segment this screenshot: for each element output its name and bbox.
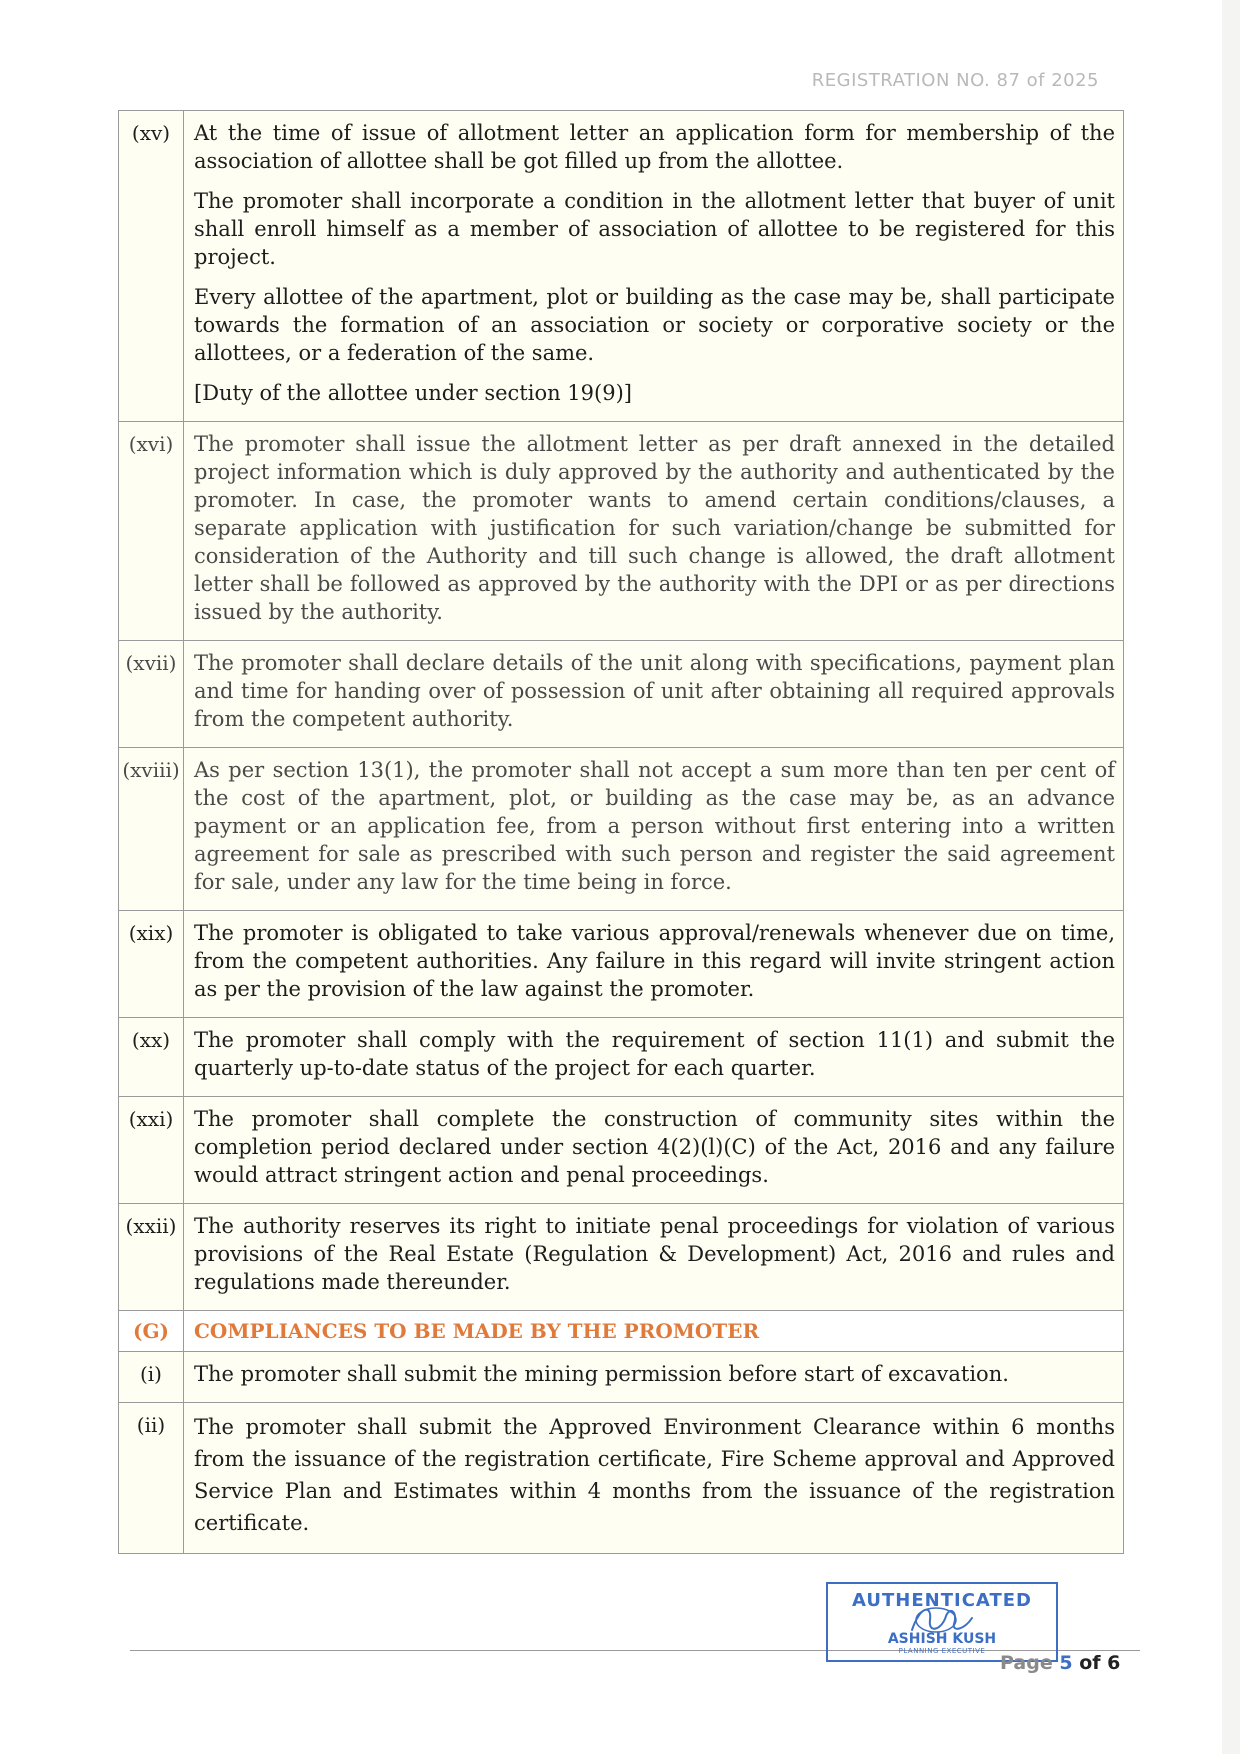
condition-paragraph: The promoter shall declare details of the unit along with specifications, payment plan and time for handing over of possession of unit after obtaining all required approvals from the competent authority. [194, 651, 1115, 731]
condition-number: (xvii) [119, 641, 184, 748]
page-current: 5 [1059, 1652, 1073, 1674]
stamp-title: AUTHENTICATED [852, 1590, 1032, 1611]
conditions-table [118, 110, 1124, 1554]
condition-paragraph: The promoter shall comply with the requirement of section 11(1) and submit the quarterly up-to-date status of the project for each quarter. [194, 1028, 1115, 1080]
table-row [119, 1204, 1124, 1311]
condition-paragraph: The authority reserves its right to initiate penal proceedings for violation of various provisions of the Real Estate (Regulation & Development) Act, 2016 and rules and regulations made thereunder. [194, 1214, 1115, 1294]
section-heading-row [119, 1311, 1124, 1352]
condition-text [184, 748, 1124, 911]
table-row [119, 1097, 1124, 1204]
condition-number: (xvi) [119, 422, 184, 641]
table-row [119, 1403, 1124, 1554]
section-number: (G) [119, 1311, 184, 1352]
condition-paragraph: The promoter shall complete the construction of community sites within the completion period declared under section 4(2)(l)(C) of the Act, 2016 and any failure would attract stringent action and penal proceedings. [194, 1107, 1115, 1187]
authentication-stamp [826, 1582, 1058, 1662]
condition-paragraph: Every allottee of the apartment, plot or building as the case may be, shall participate towards the formation of an association or society or corporative society or the allottees, or a federation of the same. [194, 285, 1115, 365]
page-of: of [1079, 1652, 1101, 1674]
condition-text [184, 911, 1124, 1018]
registration-number: REGISTRATION NO. 87 of 2025 [811, 70, 1099, 91]
condition-number: (xviii) [119, 748, 184, 911]
table-row [119, 911, 1124, 1018]
signature-icon [906, 1600, 978, 1640]
condition-number: (xxi) [119, 1097, 184, 1204]
condition-text [184, 1018, 1124, 1097]
condition-number: (xix) [119, 911, 184, 1018]
table-row [119, 641, 1124, 748]
condition-number: (xxii) [119, 1204, 184, 1311]
stamp-name: ASHISH KUSH [887, 1631, 997, 1647]
condition-number: (xx) [119, 1018, 184, 1097]
page-total: 6 [1107, 1652, 1121, 1674]
condition-text [184, 111, 1124, 422]
condition-number: (xv) [119, 111, 184, 422]
condition-paragraph: As per section 13(1), the promoter shall not accept a sum more than ten per cent of the cost of the apartment, plot, or building as the case may be, as an advance payment or an application fee, from a person without first entering into a written agreement for sale as prescribed with such person and register the said agreement for sale, under any law for the time being in force. [194, 758, 1115, 894]
condition-paragraph: The promoter shall incorporate a condition in the allotment letter that buyer of unit shall enroll himself as a member of association of allottee to be registered for this project. [194, 189, 1115, 269]
compliance-paragraph: The promoter shall submit the mining permission before start of excavation. [194, 1362, 1009, 1386]
table-row [119, 1352, 1124, 1403]
table-row [119, 1018, 1124, 1097]
stamp-role: PLANNING EXECUTIVE [898, 1647, 986, 1655]
table-row [119, 111, 1124, 422]
table-row [119, 422, 1124, 641]
condition-paragraph: [Duty of the allottee under section 19(9)] [194, 381, 632, 405]
condition-text [184, 1204, 1124, 1311]
condition-paragraph: At the time of issue of allotment letter an application form for membership of the association of allottee shall be got filled up from the allottee. [194, 121, 1115, 173]
section-title: COMPLIANCES TO BE MADE BY THE PROMOTER [184, 1311, 1124, 1352]
compliance-number: (ii) [119, 1403, 184, 1554]
condition-text [184, 422, 1124, 641]
compliance-paragraph: The promoter shall submit the Approved Environment Clearance within 6 months from the issuance of the registration certificate, Fire Scheme approval and Approved Service Plan and Estimates within 4 months from the issuance of the registration certificate. [194, 1415, 1115, 1535]
condition-text [184, 1097, 1124, 1204]
page-number [1000, 1652, 1120, 1674]
compliance-number: (i) [119, 1352, 184, 1403]
condition-text [184, 641, 1124, 748]
table-row [119, 748, 1124, 911]
condition-paragraph: The promoter is obligated to take various approval/renewals whenever due on time, from the competent authorities. Any failure in this regard will invite stringent action as per the provision of the law against the promoter. [194, 921, 1115, 1001]
condition-paragraph: The promoter shall issue the allotment letter as per draft annexed in the detailed project information which is duly approved by the authority and authenticated by the promoter. In case, the promoter wants to amend certain conditions/clauses, a separate application with justification for such variation/change be submitted for consideration of the Authority and till such change is allowed, the draft allotment letter shall be followed as approved by the authority with the DPI or as per directions issued by the authority. [194, 432, 1115, 624]
compliance-text [184, 1352, 1124, 1403]
compliance-text [184, 1403, 1124, 1554]
page-label: Page [1000, 1652, 1053, 1674]
